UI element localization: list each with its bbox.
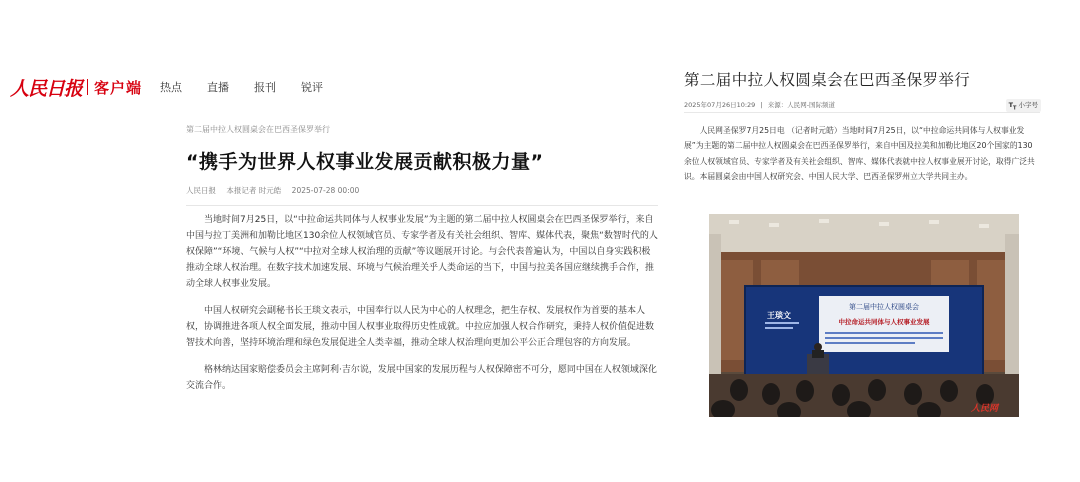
photo-watermark: 人民网 [971,404,999,414]
article-headline: “携手为世界人权事业发展贡献积极力量” [186,151,544,173]
article-paragraph: 格林纳达国家赔偿委员会主席阿利·吉尔说，发展中国家的发展历程与人权保障密不可分，愿同中国在人权领域深化交流合作。 [186,365,657,391]
app-header [10,74,142,100]
screen-subtitle: 中拉命运共同体与人权事业发展 [838,318,930,326]
article-body: 人民网圣保罗7月25日电 （记者时元皓）当地时间7月25日，以“中拉命运共同体与人权事业发展”为主题的第二届中拉人权圆桌会在巴西圣保罗举行，来自中国及拉美和加勒比地区20个国家的130余位人权领域官员、专家学者及有关社会组织、智库、媒体代表就中拉人权事业展开讨论，取得广泛共识。本届圆桌会由中国人权研究会、中国人民大学、巴西圣保罗州立大学共同主办。 [684,126,1035,182]
divider [684,112,1040,113]
article-date: 2025-07-28 00:00 [291,186,360,195]
article-paragraph: 中国人权研究会副秘书长王琰文表示，中国奉行以人民为中心的人权理念，把生存权、发展权作为首要的基本人权，协调推进各项人权全面发展，推动中国人权事业取得历史性成就。中拉应加强人权合作研究，秉持人权价值促进数智技术向善，坚持环境治理和绿色发展促进全人类幸福，推动全球人权治理向更加公平公正合理包容的方向发展。 [186,306,655,348]
article [186,124,658,394]
article-paragraph: 当地时间7月25日，以“中拉命运共同体与人权事业发展”为主题的第二届中拉人权圆桌会在巴西圣保罗举行，来自中国与拉丁美洲和加勒比地区130余位人权领域官员、专家学者及有关社会组织、智库、媒体代表，聚焦“数智时代的人权保障”“环境、气候与人权”“中拉对全球人权治理的贡献”等议题展开讨论。与会代表普遍认为，中国以自身实践积极推动全球人权治理。在数字技术加速发展、环境与气候治理关乎人类命运的当下，中国与拉美各国应继续携手合作，推动全球人权事业发展。 [186,215,658,289]
article-source[interactable]: 来源：人民网-国际频道 [767,101,836,109]
peoples-net-panel [684,0,1068,482]
screen-title: 第二届中拉人权圆桌会 [849,303,919,311]
article-reporter: 本报记者 时元皓 [226,186,282,195]
client-label: 客户端 [94,78,143,97]
article-meta [684,100,838,109]
font-size-toggle[interactable] [1006,99,1041,112]
nav-item-hot[interactable]: 热点 [160,81,182,94]
screen-speaker-name: 王琰文 [767,311,791,320]
meta-separator: | [760,101,763,109]
article-source: 人民日报 [186,186,216,195]
conference-photo-graphic [709,214,1019,417]
peoples-daily-logo[interactable]: 人民日报 [10,77,83,100]
nav-item-newspaper[interactable]: 报刊 [254,81,276,94]
article-title: 第二届中拉人权圆桌会在巴西圣保罗举行 [684,71,971,89]
breadcrumb[interactable]: 第二届中拉人权圆桌会在巴西圣保罗举行 [186,125,330,134]
article-meta [186,185,658,196]
logo-divider [87,79,88,95]
divider [186,205,658,206]
nav-item-live[interactable]: 直播 [207,81,229,94]
main-nav [160,79,348,95]
nav-item-commentary[interactable]: 锐评 [301,81,323,94]
text-size-icon: $T_T$ [1008,101,1017,112]
article-datetime: 2025年07月26日10:29 [684,101,756,109]
font-size-label: 小字号 [1018,101,1038,109]
conference-photo [709,214,1019,417]
